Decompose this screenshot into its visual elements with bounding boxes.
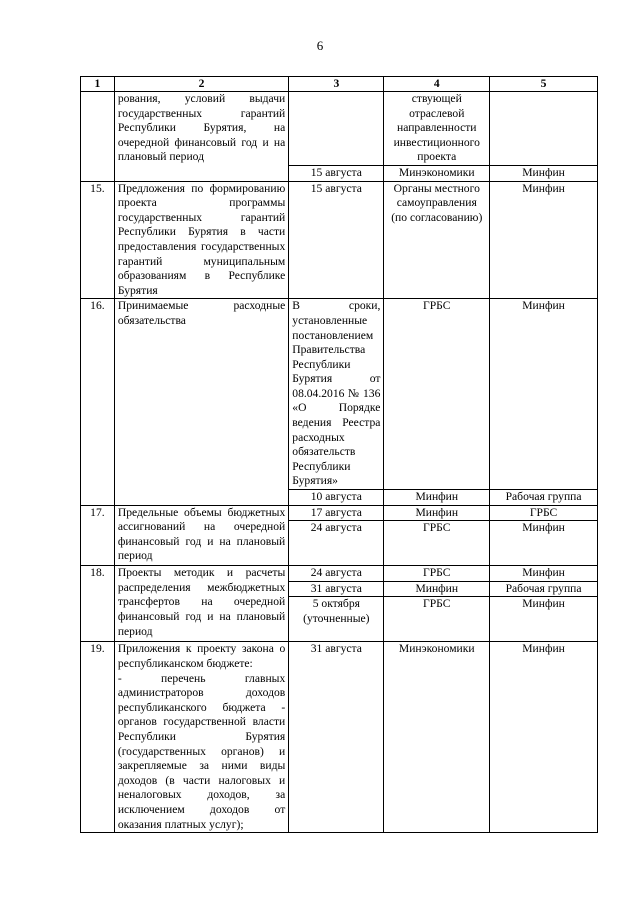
row-recipient: Минфин <box>490 597 598 642</box>
row-responsible: Органы местного самоуправления (по согласованию) <box>384 181 490 299</box>
page-number: 6 <box>316 38 324 53</box>
row-date: 24 августа <box>289 521 384 566</box>
row-responsible: ГРБС <box>384 597 490 642</box>
row-description: Проекты методик и расчеты распределения межбюджетных трансфертов на очередной финансовый год и на плановый период <box>114 566 288 642</box>
row-description: Предельные объемы бюджетных ассигнований на очередной финансовый год и на плановый период <box>114 505 288 566</box>
row-description: Предложения по формированию проекта программы государственных гарантий Республики Бурятия в части предоставления государственных гарантий муниципальным образованиям в Республике Бурятия <box>114 181 288 299</box>
row-recipient: Минфин <box>490 566 598 582</box>
row-responsible: ГРБС <box>384 521 490 566</box>
row-number: 16. <box>81 299 115 505</box>
row-description: рования, условий выдачи государственных гарантий Республики Бурятия, на очередной финансовый год и на плановый период <box>114 92 288 182</box>
header-col-5: 5 <box>490 77 598 92</box>
row-description: Принимаемые расходные обязательства <box>114 299 288 505</box>
row-responsible: ствующей отраслевой направленности инвестиционного проекта <box>384 92 490 166</box>
row-recipient-empty <box>490 92 598 166</box>
row-recipient: Минфин <box>490 521 598 566</box>
row-responsible: Минэкономики <box>384 642 490 833</box>
row-recipient: Рабочая группа <box>490 581 598 597</box>
row-date: 31 августа <box>289 642 384 833</box>
row-responsible: Минэкономики <box>384 165 490 181</box>
row-number <box>81 92 115 182</box>
table-row <box>81 505 598 521</box>
table-row <box>81 299 598 490</box>
row-date: 24 августа <box>289 566 384 582</box>
row-date: 17 августа <box>289 505 384 521</box>
row-recipient: Минфин <box>490 181 598 299</box>
row-responsible: ГРБС <box>384 566 490 582</box>
row-recipient: Рабочая группа <box>490 490 598 506</box>
row-number: 15. <box>81 181 115 299</box>
row-number: 19. <box>81 642 115 833</box>
table-row <box>81 181 598 299</box>
row-description-intro: Приложения к проекту закона о республиканском бюджете: <box>117 642 286 670</box>
row-date-empty <box>289 92 384 166</box>
row-date: В сроки, установленные постановлением Правительства Республики Бурятия от 08.04.2016 № 136 «О Порядке ведения Реестра расходных обязательств Республики Бурятия» <box>289 299 384 490</box>
header-col-1: 1 <box>81 77 115 92</box>
row-recipient: Минфин <box>490 642 598 833</box>
row-recipient: Минфин <box>490 299 598 490</box>
row-description-item: - перечень главных администраторов доходов республиканского бюджета - органов государственной власти Республики Бурятия (государственных органов) и закрепляемые за ними виды доходов (в части налоговых и неналоговых доходов, за исключением доходов от оказания платных услуг); <box>117 671 286 831</box>
table-row <box>81 642 598 833</box>
row-description <box>114 642 288 833</box>
table-row <box>81 92 598 166</box>
header-col-4: 4 <box>384 77 490 92</box>
schedule-table <box>80 76 598 833</box>
header-col-2: 2 <box>114 77 288 92</box>
table-row <box>81 566 598 582</box>
row-recipient: ГРБС <box>490 505 598 521</box>
row-date: 5 октября (уточненные) <box>289 597 384 642</box>
row-responsible: Минфин <box>384 490 490 506</box>
row-date: 31 августа <box>289 581 384 597</box>
row-recipient: Минфин <box>490 165 598 181</box>
row-responsible: Минфин <box>384 505 490 521</box>
header-col-3: 3 <box>289 77 384 92</box>
row-date: 15 августа <box>289 181 384 299</box>
row-responsible: Минфин <box>384 581 490 597</box>
row-date: 15 августа <box>289 165 384 181</box>
row-date: 10 августа <box>289 490 384 506</box>
table-header-row <box>81 77 598 92</box>
row-responsible: ГРБС <box>384 299 490 490</box>
row-number: 17. <box>81 505 115 566</box>
row-number: 18. <box>81 566 115 642</box>
